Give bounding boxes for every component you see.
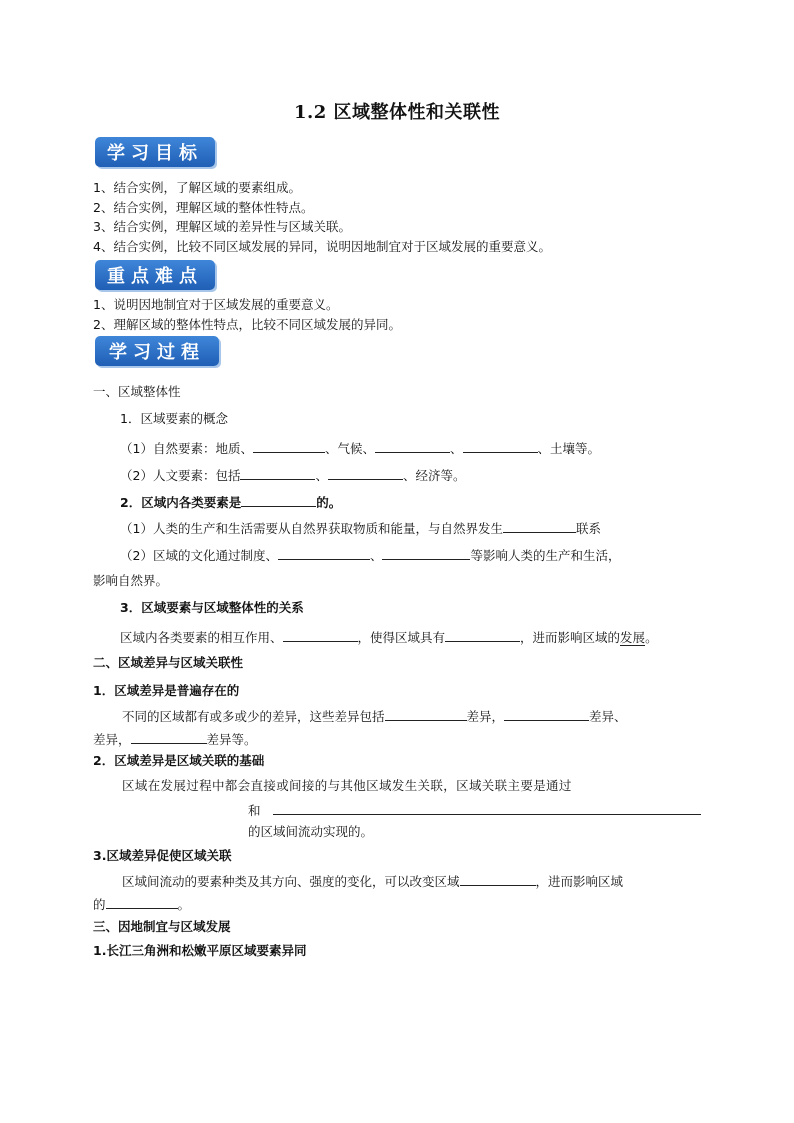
line-text: 联系 [575,521,601,536]
subsection-heading: 1．区域差异是普遍存在的 [93,683,240,698]
content-line: 区域在发展过程中都会直接或间接的与其他区域发生关联，区域关联主要是通过 [122,778,572,793]
line-text: 、土壤等。 [537,441,601,456]
key-point-item: 2、理解区域的整体性特点，比较不同区域发展的异同。 [93,317,401,332]
line-text: 等影响人类的生产和生活， [470,548,621,563]
content-line: 影响自然界。 [93,573,169,588]
natural-elements-line [120,438,600,458]
answer-blank[interactable] [106,894,178,909]
line-text: 区域间流动的要素种类及其方向、强度的变化，可以改变区域 [122,874,460,889]
content-line [120,518,601,538]
answer-blank[interactable] [241,492,316,507]
answer-blank[interactable] [253,438,325,453]
line-text: 差异， [466,709,505,724]
answer-blank[interactable] [273,800,701,815]
answer-blank[interactable] [328,465,403,480]
line-text: （2）人文要素：包括 [120,468,241,483]
line-text: 和 [248,803,261,818]
key-points-badge: 重点难点 [95,260,215,290]
key-point-item: 1、说明因地制宜对于区域发展的重要意义。 [93,297,339,312]
line-text: 。 [177,897,191,912]
answer-blank[interactable] [131,729,207,744]
answer-blank[interactable] [240,465,315,480]
answer-blank[interactable] [463,438,538,453]
content-line [120,545,621,565]
answer-blank[interactable] [504,706,589,721]
goal-item: 1、结合实例，了解区域的要素组成。 [93,180,301,195]
line-text: 、经济等。 [402,468,466,483]
line-text: （1）自然要素：地质、 [120,441,253,456]
line-text: 差异， [93,732,131,747]
learning-goals-badge: 学习目标 [95,137,215,167]
goal-item: 4、结合实例，比较不同区域发展的异同，说明因地制宜对于区域发展的重要意义。 [93,239,551,254]
learning-process-badge: 学习过程 [95,336,219,366]
line-text: 、 [369,548,383,563]
answer-blank[interactable] [460,871,536,886]
answer-blank[interactable] [283,627,358,642]
content-line [122,706,627,726]
content-line [248,800,701,820]
human-elements-line [120,465,466,485]
subsection-heading: 2．区域差异是区域关联的基础 [93,753,265,768]
line-text: ，使得区域具有 [357,630,446,645]
subsection-heading: 3.区域差异促使区域关联 [93,848,232,863]
goal-item: 3、结合实例，理解区域的差异性与区域关联。 [93,219,351,234]
line-text: 的。 [316,495,342,510]
line-text: 。 [645,630,658,645]
line-text: 、 [315,468,328,483]
subsection-heading: 1.长江三角洲和松嫩平原区域要素异同 [93,943,307,958]
content-line [93,894,190,914]
line-text: 差异等。 [206,732,257,747]
answer-blank[interactable] [382,545,470,560]
line-text: 区域内各类要素的相互作用、 [120,630,283,645]
line-text: 2．区域内各类要素是 [120,495,242,510]
line-text: （2）区域的文化通过制度、 [120,548,278,563]
section-heading: 二、区域差异与区域关联性 [93,655,244,670]
goal-item: 2、结合实例，理解区域的整体性特点。 [93,200,314,215]
line-text: ，进而影响区域的 [520,630,621,645]
answer-blank[interactable] [503,518,576,533]
answer-blank[interactable] [385,706,467,721]
line-text: ，进而影响区域 [535,874,624,889]
section-heading: 一、区域整体性 [93,384,181,399]
line-text: 差异、 [589,709,627,724]
content-line [120,627,658,647]
answer-blank[interactable] [278,545,370,560]
answer-blank[interactable] [375,438,450,453]
line-text: 、气候、 [324,441,375,456]
content-line [122,871,623,891]
line-text: 发展 [620,630,646,645]
content-line [93,729,257,749]
line-text: （1）人类的生产和生活需要从自然界获取物质和能量，与自然界发生 [120,521,503,536]
subsection-heading [120,492,341,512]
content-line: 的区域间流动实现的。 [248,824,374,839]
subsection-heading: 1．区域要素的概念 [120,411,228,426]
section-heading: 三、因地制宜与区域发展 [93,919,231,934]
page-title: 1.2 区域整体性和关联性 [293,102,501,123]
answer-blank[interactable] [445,627,520,642]
line-text: 、 [449,441,463,456]
line-text: 不同的区域都有或多或少的差异，这些差异包括 [122,709,385,724]
subsection-heading: 3．区域要素与区域整体性的关系 [120,600,304,615]
line-text: 的 [93,897,106,912]
